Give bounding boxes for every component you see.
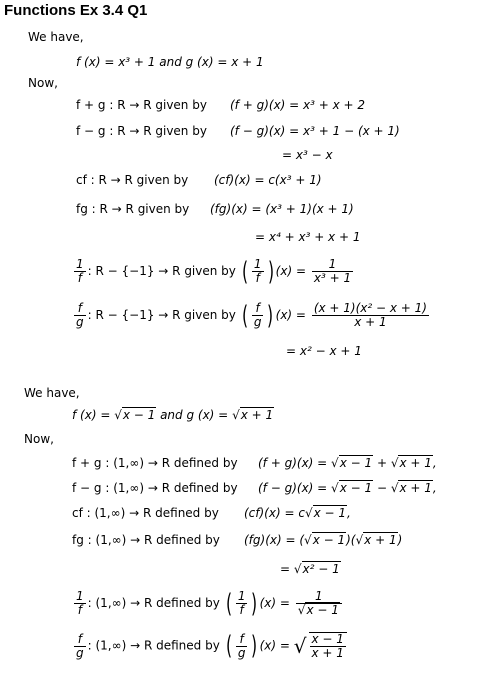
difference-function-domain: f − g : R → R given by: [76, 124, 207, 138]
reciprocal-result: $\frac{1}{\text{x³ + 1}}$: [313, 257, 352, 285]
quotient-function-line-2: $\frac{f}{g}$ : (1,∞) → R defined by ( $\frac{f}{g}$ ) (x) = √ $\frac{x - 1}{x + 1}$: [72, 632, 349, 660]
reciprocal-result-2: $\frac{1}{√x - 1}$: [296, 590, 342, 617]
reciprocal-symbol-2: $\frac{1}{f}$: [76, 589, 84, 617]
difference-simplified: = x³ − x: [282, 148, 333, 162]
we-have-label: We have,: [28, 30, 84, 44]
quotient-simplified: = x² − x + 1: [286, 344, 362, 358]
product-simplified-2: = √x² − 1: [280, 562, 340, 576]
now-label: Now,: [28, 76, 58, 90]
scalar-function-domain-2: cf : (1,∞) → R defined by: [72, 506, 219, 520]
quotient-result: $\frac{\text{(x + 1)(x² − x + 1)}}{x + 1}$: [313, 301, 427, 329]
page-title: Functions Ex 3.4 Q1: [4, 2, 148, 19]
difference-function-definition: (f − g)(x) = x³ + 1 − (x + 1): [230, 124, 400, 138]
given-functions: f (x) = x³ + 1 and g (x) = x + 1: [76, 55, 264, 69]
scalar-function-definition: (cf)(x) = c(x³ + 1): [214, 173, 322, 187]
given-functions-2: f (x) = √x − 1 and g (x) = √x + 1: [72, 408, 274, 422]
scalar-function-definition-2: (cf)(x) = c√x − 1,: [244, 506, 351, 520]
we-have-label-2: We have,: [24, 386, 80, 400]
sum-function-definition: (f + g)(x) = x³ + x + 2: [230, 98, 366, 112]
sum-function-definition-2: (f + g)(x) = √x − 1 + √x + 1,: [258, 456, 437, 470]
reciprocal-function-line: $\frac{1}{f}$ : R − {−1} → R given by ( $\frac{1}{f}$ ) (x) = $\frac{1}{\text{x³ + 1}}$: [76, 256, 352, 287]
product-function-definition-2: (fg)(x) = (√x − 1)(√x + 1): [244, 533, 403, 547]
difference-function-domain-2: f − g : (1,∞) → R defined by: [72, 481, 238, 495]
product-function-domain: fg : R → R given by: [76, 202, 190, 216]
product-expanded: = x⁴ + x³ + x + 1: [255, 230, 361, 244]
reciprocal-symbol: $\frac{1}{f}$: [76, 257, 84, 285]
product-function-definition: (fg)(x) = (x³ + 1)(x + 1): [210, 202, 354, 216]
difference-function-definition-2: (f − g)(x) = √x − 1 − √x + 1,: [258, 481, 437, 495]
quotient-function-line: $\frac{f}{g}$ : R − {−1} → R given by ( $\frac{f}{g}$ ) (x) = $\frac{\text{(x + 1)(x² − x + 1)}}{x + 1}$: [76, 300, 427, 331]
reciprocal-function-line-2: $\frac{1}{f}$ : (1,∞) → R defined by ( $\frac{1}{f}$ ) (x) = $\frac{1}{√x - 1}$: [72, 590, 344, 617]
quotient-symbol-2: $\frac{f}{g}$: [76, 631, 84, 660]
scalar-function-domain: cf : R → R given by: [76, 173, 189, 187]
now-label-2: Now,: [24, 432, 54, 446]
sum-function-domain: f + g : R → R given by: [76, 98, 207, 112]
product-function-domain-2: fg : (1,∞) → R defined by: [72, 533, 220, 547]
quotient-symbol: $\frac{f}{g}$: [76, 301, 84, 329]
quotient-result-2: $\frac{x - 1}{x + 1}$: [309, 632, 347, 660]
sum-function-domain-2: f + g : (1,∞) → R defined by: [72, 456, 238, 470]
